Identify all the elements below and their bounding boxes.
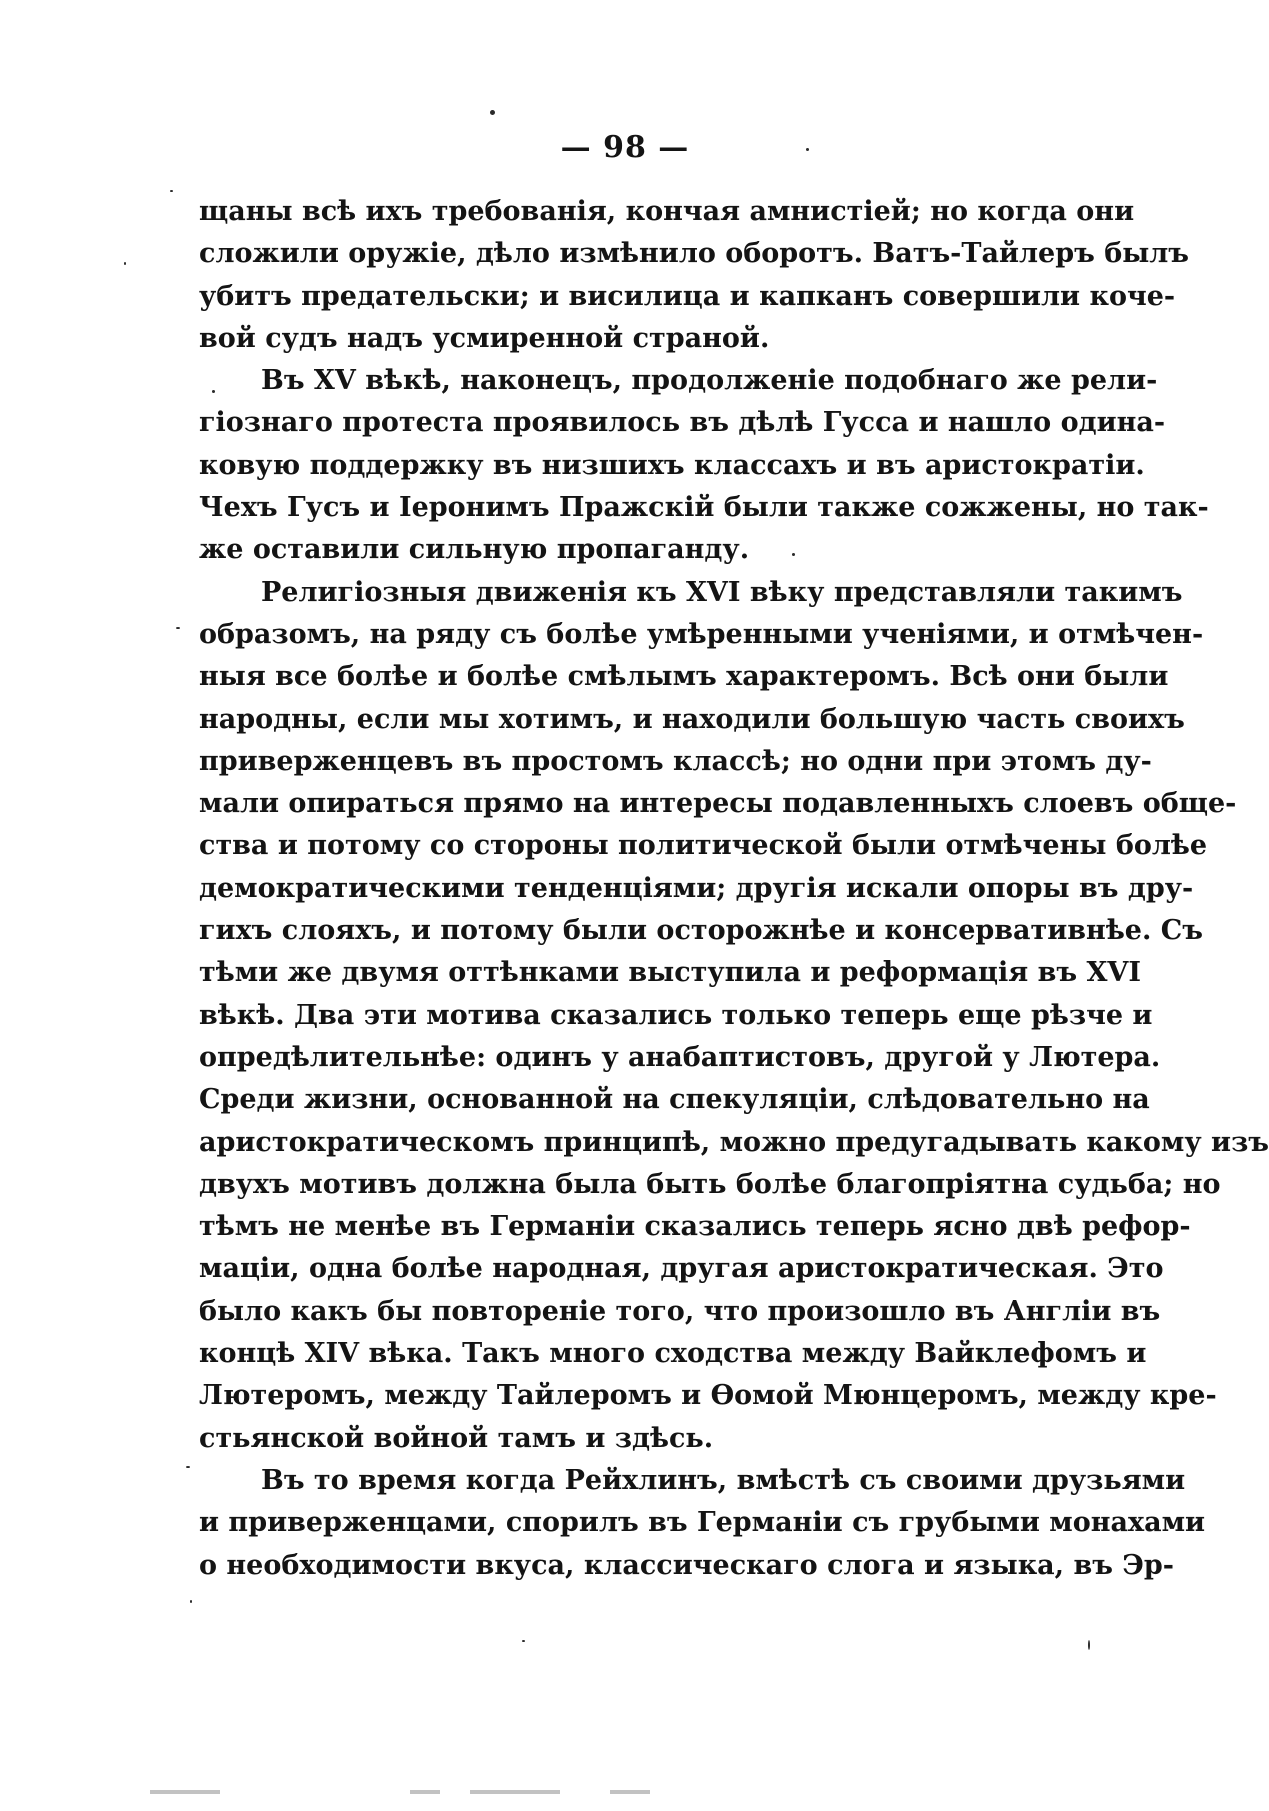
text-line: стьянской войной тамъ и здѣсь. (199, 1422, 714, 1454)
text-line: ныя все болѣе и болѣе смѣлымъ характеромъ. Всѣ они были (199, 661, 1169, 693)
text-line: гихъ слояхъ, и потому были осторожнѣе и консервативнѣе. Съ (199, 915, 1203, 947)
scan-speck (124, 262, 126, 265)
scan-speck (490, 110, 495, 115)
text-line: гіознаго протеста проявилось въ дѣлѣ Гусса и нашло одина- (199, 407, 1166, 439)
text-line: о необходимости вкуса, классическаго слога и языка, въ Эр- (199, 1549, 1174, 1581)
text-line: Въ XV вѣкѣ, наконецъ, продолженіе подобнаго же рели- (261, 365, 1158, 397)
scan-speck (806, 148, 809, 151)
text-line: и приверженцами, спорилъ въ Германіи съ грубыми монахами (199, 1507, 1206, 1539)
text-line: аристократическомъ принципѣ, можно предугадывать какому изъ (199, 1126, 1269, 1158)
text-line: Среди жизни, основанной на спекуляціи, слѣдовательно на (199, 1084, 1150, 1116)
text-line: сложили оружіе, дѣло измѣнило оборотъ. Ватъ-Тайлеръ былъ (199, 238, 1190, 270)
text-line: ковую поддержку въ низшихъ классахъ и въ аристократіи. (199, 449, 1145, 481)
text-line: демократическими тенденціями; другія искали опоры въ дру- (199, 872, 1194, 904)
text-line: приверженцевъ въ простомъ классѣ; но одни при этомъ ду- (199, 745, 1152, 777)
text-line: концѣ XIV вѣка. Такъ много сходства между Вайклефомъ и (199, 1338, 1147, 1370)
text-line: убитъ предательски; и висилица и капканъ совершили коче- (199, 280, 1176, 312)
paragraph (199, 360, 1209, 571)
scan-speck (522, 1640, 525, 1642)
scan-speck (170, 190, 173, 192)
paragraph (199, 572, 1269, 1460)
body-text (199, 191, 1269, 1587)
paragraph (199, 191, 1190, 360)
text-line: образомъ, на ряду съ болѣе умѣренными ученіями, и отмѣчен- (199, 618, 1204, 650)
text-line: Религіозныя движенія къ XVI вѣку представляли такимъ (261, 576, 1183, 608)
text-line: же оставили сильную пропаганду. (199, 534, 750, 566)
text-line: щаны всѣ ихъ требованія, кончая амнистіей; но когда они (199, 196, 1135, 227)
text-line: опредѣлительнѣе: одинъ у анабаптистовъ, другой у Лютера. (199, 1041, 1161, 1073)
scan-smudge (470, 1790, 560, 1794)
text-line: маціи, одна болѣе народная, другая аристократическая. Это (199, 1253, 1164, 1285)
text-line: Лютеромъ, между Тайлеромъ и Ѳомой Мюнцеромъ, между кре- (199, 1380, 1217, 1412)
text-line: ства и потому со стороны политической были отмѣчены болѣе (199, 830, 1208, 862)
scan-speck (186, 1466, 190, 1468)
scan-smudge (610, 1790, 650, 1794)
scan-smudge (150, 1790, 220, 1794)
page-number: — 98 — (560, 130, 690, 165)
text-line: двухъ мотивъ должна была быть болѣе благопріятна судьба; но (199, 1168, 1221, 1200)
text-line: народны, если мы хотимъ, и находили большую часть своихъ (199, 703, 1185, 735)
text-line: вой судъ надъ усмиренной страной. (199, 322, 770, 354)
text-line: вѣкѣ. Два эти мотива сказались только теперь еще рѣзче и (199, 999, 1153, 1031)
text-line: было какъ бы повтореніе того, что произошло въ Англіи въ (199, 1295, 1161, 1327)
scan-smudge (410, 1790, 440, 1794)
scan-speck (792, 553, 795, 556)
scan-speck (212, 390, 215, 393)
scan-speck (190, 1600, 192, 1603)
text-line: Чехъ Гусъ и Іеронимъ Пражскій были также сожжены, но так- (199, 492, 1209, 524)
text-line: тѣми же двумя оттѣнками выступила и реформація въ XVI (199, 957, 1141, 989)
paragraph (199, 1460, 1206, 1587)
text-line: тѣмъ не менѣе въ Германіи сказались теперь ясно двѣ рефор- (199, 1211, 1191, 1243)
text-line: мали опираться прямо на интересы подавленныхъ слоевъ обще- (199, 788, 1237, 820)
scan-speck (1088, 1640, 1090, 1650)
text-line: Въ то время когда Рейхлинъ, вмѣстѣ съ своими друзьями (261, 1464, 1186, 1496)
scan-speck (176, 627, 180, 629)
